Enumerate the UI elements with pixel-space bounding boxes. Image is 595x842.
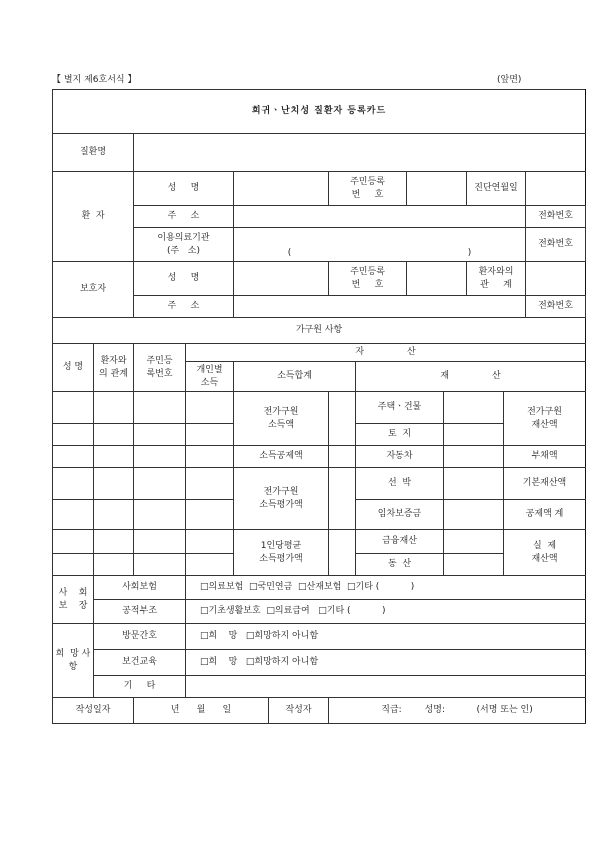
patient-name-label: 성 명	[134, 172, 234, 206]
family-col-relation: 환자와 의 관계	[94, 344, 134, 392]
social-group-label: 사 회 보 장	[53, 576, 94, 624]
patient-rrn-field[interactable]	[407, 172, 467, 206]
date-label: 작성일자	[53, 698, 134, 724]
etc-label: 기 타	[94, 676, 186, 698]
guardian-relation-field[interactable]	[526, 262, 586, 296]
movable-field[interactable]	[444, 554, 504, 576]
registration-form	[52, 89, 586, 724]
avg-income-field[interactable]	[329, 530, 356, 576]
movable-label: 동 산	[356, 554, 444, 576]
family-cell[interactable]	[134, 554, 186, 576]
avg-income-label: 1인당평균 소득평가액	[234, 530, 329, 576]
total-income-field[interactable]	[329, 392, 356, 446]
guardian-rrn-field[interactable]	[407, 262, 467, 296]
patient-name-field[interactable]	[234, 172, 329, 206]
page-side: (앞면)	[497, 75, 522, 85]
family-col-income-total: 소득합계	[234, 362, 356, 392]
aid-options[interactable]: □기초생활보호 □의료급여 □기타 ( )	[186, 600, 586, 624]
patient-phone-label: 전화번호	[526, 206, 586, 228]
family-cell[interactable]	[134, 530, 186, 554]
deduction-field[interactable]	[329, 446, 356, 468]
guardian-phone-label: 전화번호	[526, 296, 586, 318]
lease-field[interactable]	[444, 500, 504, 530]
patient-clinic-label: 진단연월일	[467, 172, 526, 206]
edu-options[interactable]: □희 망 □희망하지 아니함	[186, 650, 586, 676]
aid-label: 공적부조	[94, 600, 186, 624]
guardian-group-label: 보호자	[53, 262, 134, 318]
visit-label: 방문간호	[94, 624, 186, 650]
family-asset-header: 자 산	[186, 344, 586, 362]
family-section-title: 가구원 사항	[53, 318, 586, 344]
eval-income-field[interactable]	[329, 468, 356, 530]
writer-field[interactable]: 직급: 성명: (서명 또는 인)	[329, 698, 586, 724]
family-col-rrn: 주민등 록번호	[134, 344, 186, 392]
land-label: 토 지	[356, 424, 444, 446]
patient-rrn-label: 주민등록 번 호	[329, 172, 407, 206]
ship-label: 선 박	[356, 468, 444, 500]
family-cell[interactable]	[94, 424, 134, 446]
form-title: 희귀ㆍ난치성 질환자 등록카드	[53, 90, 586, 134]
patient-address-field[interactable]	[234, 206, 526, 228]
fin-label: 금융재산	[356, 530, 444, 554]
patient-address-label: 주 소	[134, 206, 234, 228]
family-cell[interactable]	[53, 424, 94, 446]
insurance-label: 사회보험	[94, 576, 186, 600]
visit-options[interactable]: □희 망 □희망하지 아니함	[186, 624, 586, 650]
family-cell[interactable]	[94, 392, 134, 424]
lease-label: 임차보증금	[356, 500, 444, 530]
patient-group-label: 환 자	[53, 172, 134, 262]
car-label: 자동차	[356, 446, 444, 468]
guardian-address-label: 주 소	[134, 296, 234, 318]
family-cell[interactable]	[94, 446, 134, 468]
guardian-relation-label: 환자와의 관 계	[467, 262, 526, 296]
family-cell[interactable]	[134, 392, 186, 424]
real-asset-label: 실 제 재산액	[504, 530, 586, 576]
family-cell[interactable]	[134, 446, 186, 468]
family-cell[interactable]	[186, 468, 234, 500]
patient-hospital-label: 이용의료기관 (주 소)	[134, 228, 234, 262]
total-asset-label: 전가구원 재산액	[504, 392, 586, 446]
edu-label: 보건교육	[94, 650, 186, 676]
patient-hospital-field[interactable]: ( )	[234, 228, 526, 262]
deduction-label: 소득공제액	[234, 446, 329, 468]
family-cell[interactable]	[186, 530, 234, 554]
family-col-income: 개인별 소득	[186, 362, 234, 392]
eval-income-label: 전가구원 소득평가액	[234, 468, 329, 530]
deduct-total-label: 공제액 계	[504, 500, 586, 530]
family-cell[interactable]	[94, 468, 134, 500]
family-cell[interactable]	[53, 500, 94, 530]
family-cell[interactable]	[186, 392, 234, 424]
family-cell[interactable]	[186, 554, 234, 576]
patient-clinic-field[interactable]	[526, 172, 586, 206]
guardian-name-field[interactable]	[234, 262, 329, 296]
fin-field[interactable]	[444, 530, 504, 554]
family-cell[interactable]	[53, 554, 94, 576]
family-cell[interactable]	[186, 424, 234, 446]
family-cell[interactable]	[53, 392, 94, 424]
etc-field[interactable]	[186, 676, 586, 698]
family-cell[interactable]	[134, 500, 186, 530]
insurance-options[interactable]: □의료보험 □국민연금 □산재보험 □기타 ( )	[186, 576, 586, 600]
form-number: 【 별지 제6호서식 】	[52, 75, 137, 85]
family-cell[interactable]	[134, 424, 186, 446]
patient-hospital-phone-label: 전화번호	[526, 228, 586, 262]
guardian-name-label: 성 명	[134, 262, 234, 296]
date-field[interactable]: 년 월 일	[134, 698, 269, 724]
family-cell[interactable]	[94, 500, 134, 530]
family-cell[interactable]	[94, 554, 134, 576]
family-cell[interactable]	[53, 468, 94, 500]
family-col-property: 재 산	[356, 362, 586, 392]
guardian-rrn-label: 주민등록 번 호	[329, 262, 407, 296]
family-cell[interactable]	[134, 468, 186, 500]
family-cell[interactable]	[53, 530, 94, 554]
family-col-name: 성 명	[53, 344, 94, 392]
family-cell[interactable]	[186, 500, 234, 530]
family-cell[interactable]	[186, 446, 234, 468]
house-field[interactable]	[444, 392, 504, 424]
disease-label: 질환명	[53, 134, 134, 172]
family-cell[interactable]	[53, 446, 94, 468]
writer-label: 작성자	[269, 698, 329, 724]
car-field[interactable]	[444, 446, 504, 468]
ship-field[interactable]	[444, 468, 504, 500]
family-cell[interactable]	[94, 530, 134, 554]
total-income-label: 전가구원 소득액	[234, 392, 329, 446]
land-field[interactable]	[444, 424, 504, 446]
wish-group-label: 희 망 사 항	[53, 624, 94, 698]
debt-label: 부채액	[504, 446, 586, 468]
disease-field[interactable]	[134, 134, 586, 172]
house-label: 주택ㆍ건물	[356, 392, 444, 424]
guardian-address-field[interactable]	[234, 296, 526, 318]
basic-asset-label: 기본재산액	[504, 468, 586, 500]
